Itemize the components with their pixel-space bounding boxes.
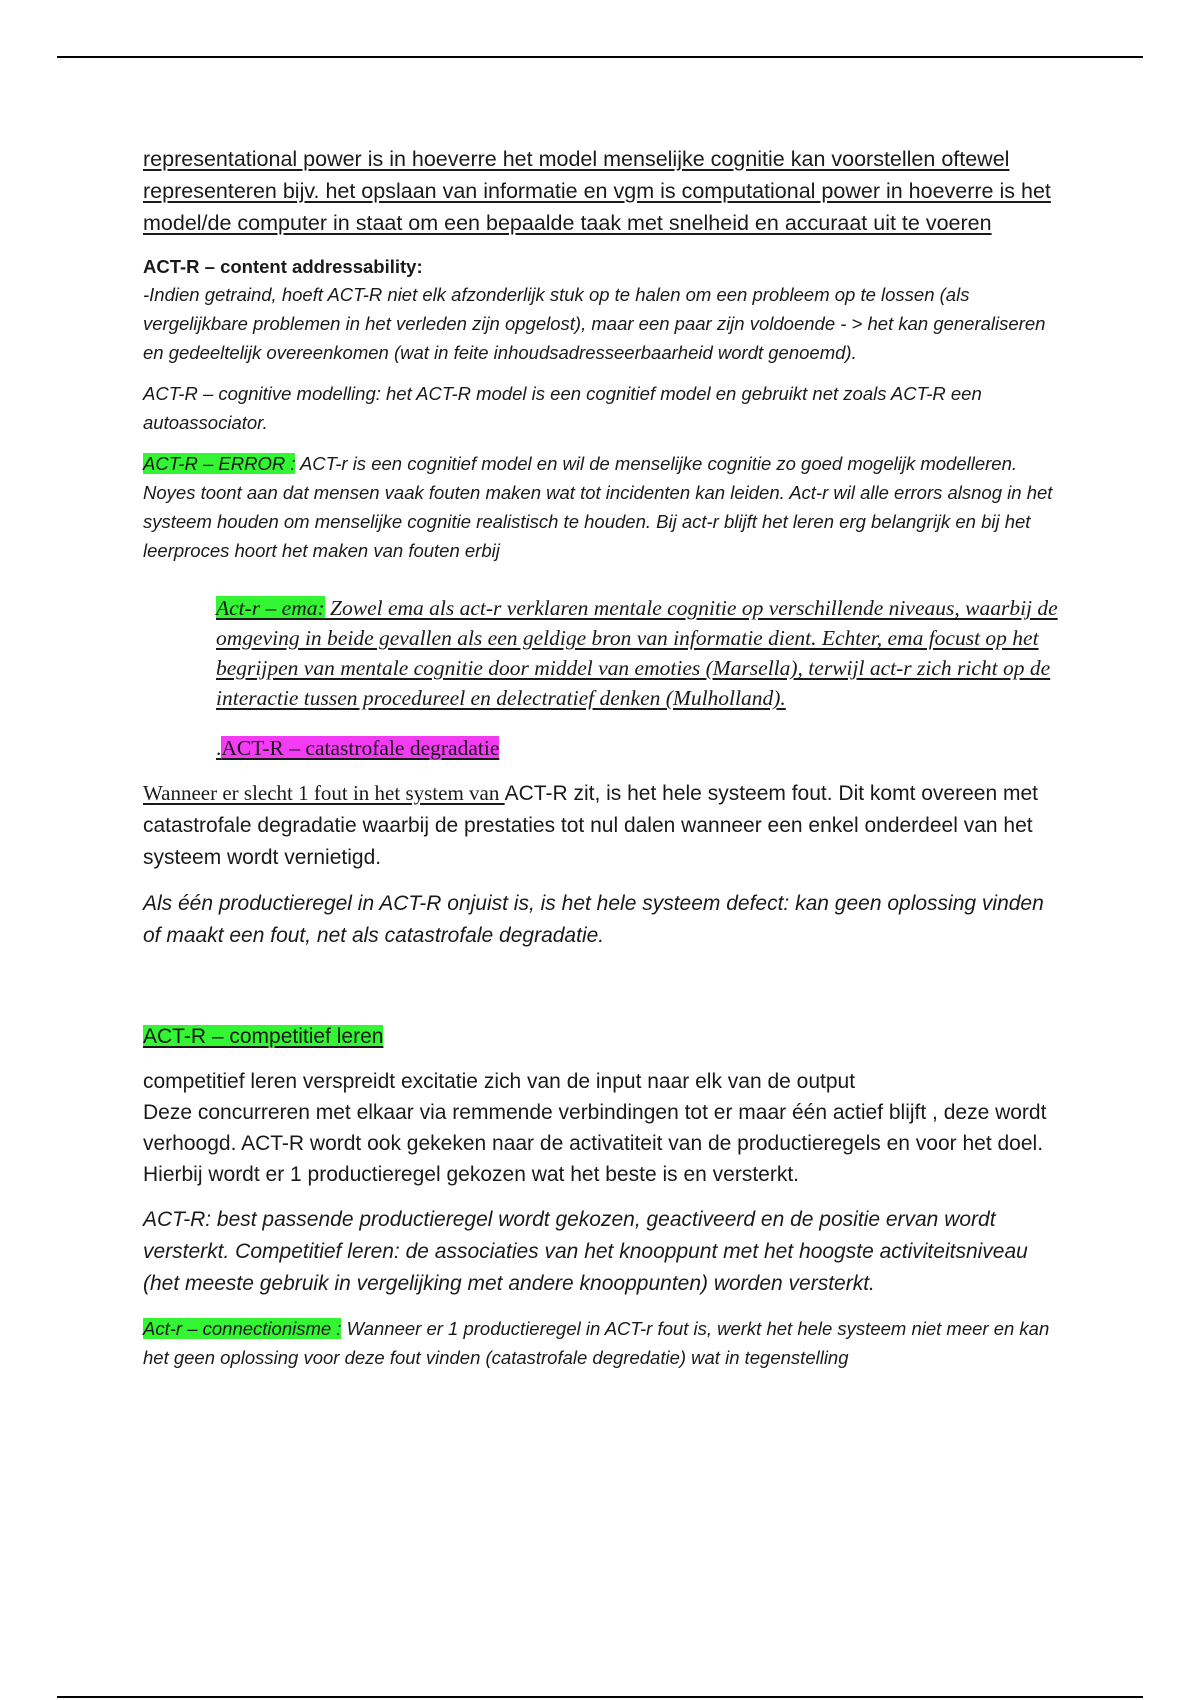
top-rule <box>57 56 1143 58</box>
ema-label: Act-r – ema: <box>216 596 325 620</box>
content-addressability-heading: ACT-R – content addressability: <box>143 256 423 277</box>
catastrophic-label: ACT-R – catastrofale degradatie <box>221 736 500 760</box>
connectionism-text: Wanneer er 1 productieregel in ACT-r fout is, werkt het hele systeem niet meer en kan het geen oplossing voor deze fout vinden (catastrofale degredatie) wat in tegenstelling <box>143 1318 1050 1368</box>
cognitive-modelling-text: ACT-R – cognitive modelling: het ACT-R model is een cognitief model en gebruikt net zoals ACT-R een autoassociator. <box>143 383 982 433</box>
catastrophic-heading <box>216 733 1063 763</box>
bottom-rule <box>57 1696 1143 1698</box>
catastrophic-para1-serif: Wanneer er slecht 1 fout in het system van <box>143 781 505 805</box>
intro-paragraph: representational power is in hoeverre het model menselijke cognitie kan voorstellen oftewel representeren bijv. het opslaan van informatie en vgm is computational power in hoeverre is het model/de computer in staat om een bepaalde taak met snelheid en accuraat uit te voeren <box>143 147 1051 235</box>
connectionism-paragraph <box>143 1314 1063 1372</box>
error-label: ACT-R – ERROR : <box>143 453 296 474</box>
competitive-heading <box>143 1022 1063 1052</box>
competitive-para2: ACT-R: best passende productieregel wordt gekozen, geactiveerd en de positie ervan wordt versterkt. Competitief leren: de associaties van het knooppunt met het hoogste activiteitsniveau (het meeste gebruik in vergelijking met andere knooppunten) worden versterkt. <box>143 1208 1028 1295</box>
competitive-line2: Deze concurreren met elkaar via remmende verbindingen tot er maar één actief blijft , deze wordt verhoogd. ACT-R wordt ook gekeken naar de activatiteit van de productieregels en voor het doel. Hierbij wordt er 1 productieregel gekozen wat het beste is en versterkt. <box>143 1101 1047 1186</box>
ema-paragraph <box>216 593 1063 713</box>
document-body <box>143 143 1063 1384</box>
competitive-paragraph <box>143 1066 1063 1190</box>
content-addressability-text: -Indien getraind, hoeft ACT-R niet elk afzonderlijk stuk op te halen om een probleem op te lossen (als vergelijkbare problemen in het verleden zijn opgelost), maar een paar zijn voldoende - > het kan generaliseren en gedeeltelijk overeenkomen (wat in feite inhoudsadresseerbaarheid wordt genoemd). <box>143 284 1046 363</box>
ema-text: Zowel ema als act-r verklaren mentale cognitie op verschillende niveaus, waarbij de omgeving in beide gevallen als een geldige bron van informatie dient. Echter, ema focust op het begrijpen van mentale cognitie door middel van emoties (Marsella), terwijl act-r zich richt op de interactie tussen procedureel en delectratief denken (Mulholland). <box>216 596 1058 710</box>
connectionism-label: Act-r – connectionisme : <box>143 1318 342 1339</box>
error-paragraph <box>143 449 1063 565</box>
error-text: ACT-r is een cognitief model en wil de menselijke cognitie zo goed mogelijk modelleren. Noyes toont aan dat mensen vaak fouten maken wat tot incidenten kan leiden. Act-r wil alle errors alsnog in het systeem houden om menselijke cognitie realistisch te houden. Bij act-r blijft het leren erg belangrijk en bij het leerproces hoort het maken van fouten erbij <box>143 453 1053 561</box>
catastrophic-para2: Als één productieregel in ACT-R onjuist is, is het hele systeem defect: kan geen oplossing vinden of maakt een fout, net als catastrofale degradatie. <box>143 892 1044 947</box>
catastrophic-paragraph <box>143 777 1063 874</box>
catastrophic-prefix: . <box>216 736 222 760</box>
catastrophic-para1-rest: ACT-R zit, is het hele systeem fout. Dit komt overeen met catastrofale degradatie waarbij de prestaties tot nul dalen wanneer een enkel onderdeel van het systeem wordt vernietigd. <box>143 782 1038 869</box>
competitive-label: ACT-R – competitief leren <box>143 1025 384 1048</box>
competitive-line1: competitief leren verspreidt excitatie zich van de input naar elk van de output <box>143 1070 856 1093</box>
